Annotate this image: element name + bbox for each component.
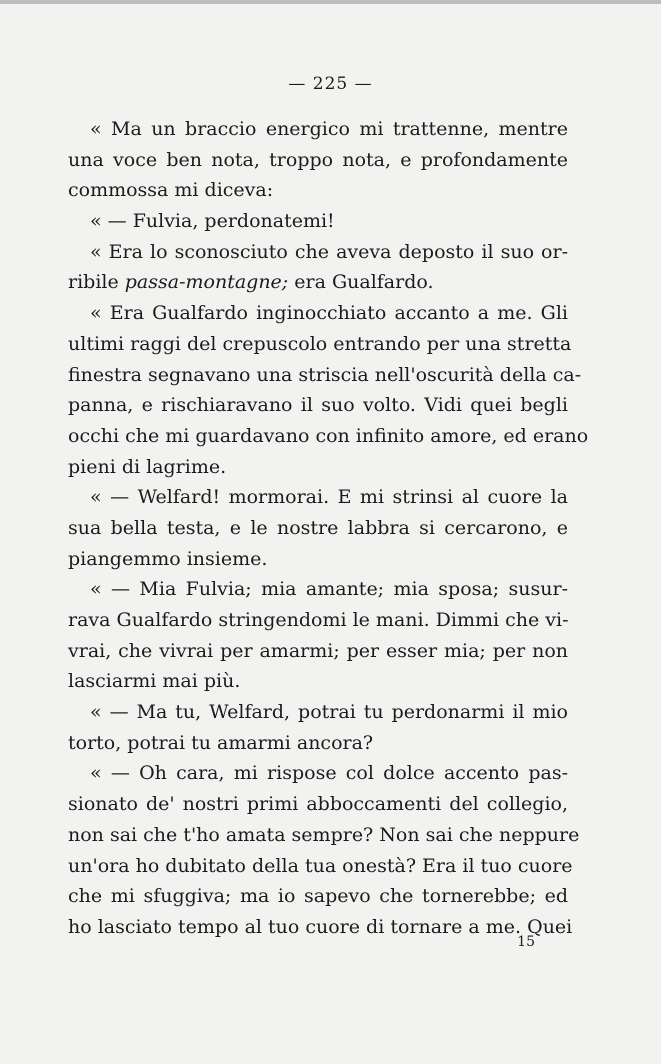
signature-mark: 15 xyxy=(517,934,535,950)
text-line: « — Ma tu, Welfard, potrai tu perdonarmi il mio xyxy=(90,701,568,724)
text-line: « — Welfard! mormorai. E mi strinsi al cuore la xyxy=(90,486,568,509)
text-line: rava Gualfardo stringendomi le mani. Dimmi che vi- xyxy=(68,609,569,631)
text-segment: era Gualfardo. xyxy=(288,271,434,294)
text-segment: ribile xyxy=(68,271,125,294)
page-number: — 225 — xyxy=(288,74,373,94)
text-line: finestra segnavano una striscia nell'oscurità della ca- xyxy=(68,363,582,386)
text-line: « Era lo sconosciuto che aveva deposto il suo or- xyxy=(90,240,568,263)
text-line: « Ma un braccio energico mi trattenne, mentre xyxy=(90,118,568,140)
body-text xyxy=(68,114,589,943)
text-line: una voce ben nota, troppo nota, e profondamente xyxy=(68,148,568,171)
text-line: commossa mi diceva: xyxy=(68,179,274,202)
text-line: « — Fulvia, perdonatemi! xyxy=(90,210,335,233)
text-line: sionato de' nostri primi abboccamenti del collegio, xyxy=(68,793,568,816)
text-line: non sai che t'ho amata sempre? Non sai che neppure xyxy=(68,823,580,846)
text-line: torto, potrai tu amarmi ancora? xyxy=(68,731,374,754)
text-line: che mi sfuggiva; ma io sapevo che tornerebbe; ed xyxy=(68,885,568,908)
text-line: pieni di lagrime. xyxy=(68,455,227,478)
text-line: « — Oh cara, mi rispose col dolce accento pas- xyxy=(90,762,568,785)
page-top-edge xyxy=(0,0,661,4)
text-line: occhi che mi guardavano con infinito amore, ed erano xyxy=(68,424,589,447)
italic-term: passa-montagne; xyxy=(124,271,289,294)
text-line: un'ora ho dubitato della tua onestà? Era il tuo cuore xyxy=(68,854,573,877)
text-line: sua bella testa, e le nostre labbra si cercarono, e xyxy=(68,516,568,539)
text-line: ultimi raggi del crepuscolo entrando per una stretta xyxy=(68,332,572,355)
text-line: piangemmo insieme. xyxy=(68,547,268,570)
text-line: vrai, che vivrai per amarmi; per esser mia; per non xyxy=(68,639,568,662)
text-line xyxy=(68,267,568,298)
text-line: « Era Gualfardo inginocchiato accanto a me. Gli xyxy=(90,302,568,325)
text-line: « — Mia Fulvia; mia amante; mia sposa; susur- xyxy=(90,578,568,601)
text-line: ho lasciato tempo al tuo cuore di tornare a me. Quei xyxy=(68,915,573,938)
text-line: panna, e rischiaravano il suo volto. Vidi quei begli xyxy=(68,394,568,417)
text-line: lasciarmi mai più. xyxy=(68,670,241,693)
